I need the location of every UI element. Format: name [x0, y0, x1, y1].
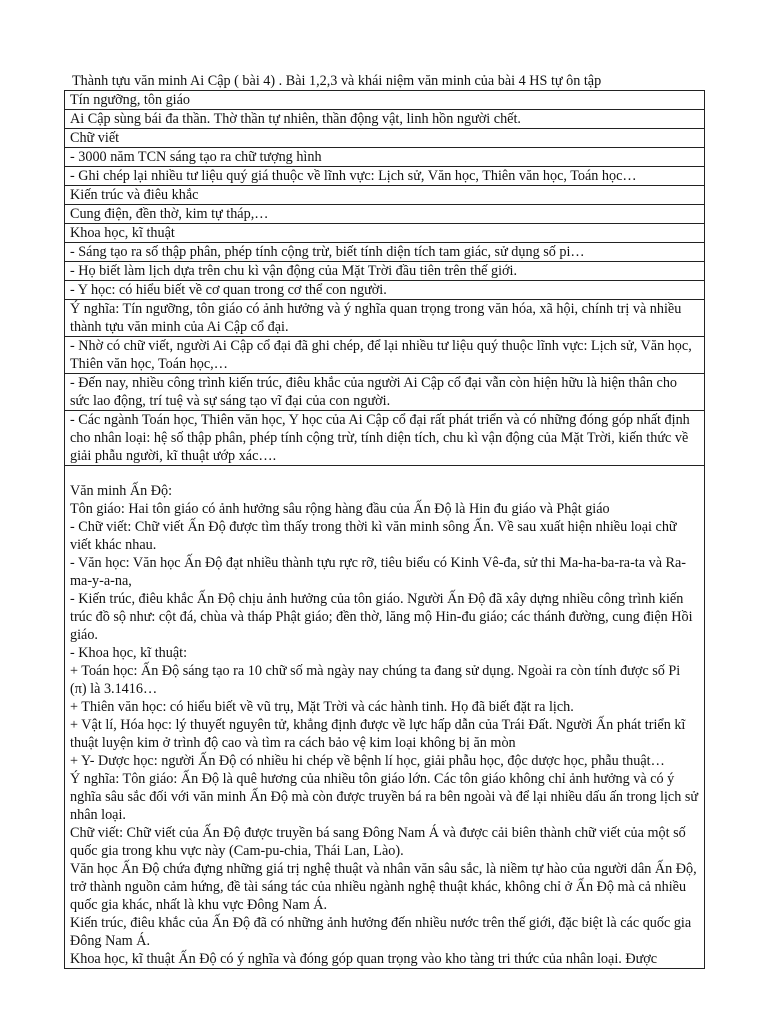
table-cell: - Sáng tạo ra số thập phân, phép tính cộng trừ, biết tính diện tích tam giác, sử dụng số pi…	[65, 243, 705, 262]
table-row	[65, 91, 705, 110]
table-cell: Ai Cập sùng bái đa thần. Thờ thần tự nhiên, thần động vật, linh hồn người chết.	[65, 110, 705, 129]
table-cell: - Đến nay, nhiều công trình kiến trúc, điêu khắc của người Ai Cập cổ đại vẫn còn hiện hữu là hiện thân cho sức lao động, trí tuệ và sự sáng tạo vĩ đại của con người.	[65, 374, 705, 411]
table-cell: Ý nghĩa: Tín ngưỡng, tôn giáo có ảnh hưởng và ý nghĩa quan trọng trong văn hóa, xã hội, chính trị và nhiều thành tựu văn minh của Ai Cập cổ đại.	[65, 300, 705, 337]
table-cell: Khoa học, kĩ thuật	[65, 224, 705, 243]
table-row	[65, 205, 705, 224]
table-row	[65, 281, 705, 300]
table-cell: Tín ngưỡng, tôn giáo	[65, 91, 705, 110]
table-row	[65, 186, 705, 205]
table-cell: Cung điện, đền thờ, kim tự tháp,…	[65, 205, 705, 224]
table-cell: - Các ngành Toán học, Thiên văn học, Y học của Ai Cập cổ đại rất phát triển và có những đóng góp nhất định cho nhân loại: hệ số thập phân, phép tính cộng trừ, tính diện tích, chu kì vận động của Mặt Trời, kiến thức về giải phẫu người, kĩ thuật ướp xác….	[65, 411, 705, 466]
table-row	[65, 148, 705, 167]
india-meaning-writing: Chữ viết: Chữ viết của Ấn Độ được truyền bá sang Đông Nam Á và được cải biên thành chữ viết của một số quốc gia trong khu vực này (Cam-pu-chia, Thái Lan, Lào).	[70, 825, 686, 859]
india-architecture: - Kiến trúc, điêu khắc Ấn Độ chịu ảnh hưởng của tôn giáo. Người Ấn Độ đã xây dựng nhiều công trình kiến trúc đồ sộ như: cột đá, chùa và tháp Phật giáo; đền thờ, lăng mộ Hin-đu giáo; các thánh đường, cung điện Hồi giáo.	[70, 591, 693, 643]
table-row	[65, 262, 705, 281]
table-row	[65, 466, 705, 969]
india-literature: - Văn học: Văn học Ấn Độ đạt nhiều thành tựu rực rỡ, tiêu biểu có Kinh Vê-đa, sử thi Ma-ha-ba-ra-ta và Ra-ma-y-a-na,	[70, 555, 687, 589]
table-cell: - Họ biết làm lịch dựa trên chu kì vận động của Mặt Trời đầu tiên trên thế giới.	[65, 262, 705, 281]
india-meaning-literature: Văn học Ấn Độ chứa đựng những giá trị nghệ thuật và nhân văn sâu sắc, là niềm tự hào của người dân Ấn Độ, trở thành nguồn cảm hứng, đề tài sáng tác của nhiều ngành nghệ thuật khác, không chỉ ở Ấn Độ mà cả nhiều quốc gia khác, nhất là khu vực Đông Nam Á.	[70, 861, 697, 913]
india-meaning-religion: Ý nghĩa: Tôn giáo: Ấn Độ là quê hương của nhiều tôn giáo lớn. Các tôn giáo không chỉ ảnh hưởng và có ý nghĩa sâu sắc đối với văn minh Ấn Độ mà còn được truyền bá ra bên ngoài và để lại nhiều dấu ấn trong lịch sử nhân loại.	[70, 771, 699, 823]
india-meaning-architecture: Kiến trúc, điêu khắc của Ấn Độ đã có những ảnh hưởng đến nhiều nước trên thế giới, đặc biệt là các quốc gia Đông Nam Á.	[70, 915, 692, 949]
india-section-cell	[65, 466, 705, 969]
india-meaning-science: Khoa học, kĩ thuật Ấn Độ có ý nghĩa và đóng góp quan trọng vào kho tàng tri thức của nhân loại. Được	[70, 951, 658, 967]
table-row	[65, 374, 705, 411]
table-row	[65, 337, 705, 374]
table-row	[65, 129, 705, 148]
achievements-table	[64, 90, 705, 969]
india-science-heading: - Khoa học, kĩ thuật:	[70, 645, 188, 661]
india-astronomy: + Thiên văn học: có hiểu biết về vũ trụ, Mặt Trời và các hành tinh. Họ đã biết đặt ra lịch.	[70, 699, 574, 715]
india-physics-chemistry: + Vật lí, Hóa học: lý thuyết nguyên tử, khẳng định được về lực hấp dẫn của Trái Đất. Người Ấn phát triển kĩ thuật luyện kim ở trình độ cao và tìm ra cách bảo vệ kim loại không bị ăn mòn	[70, 717, 686, 751]
india-religion: Tôn giáo: Hai tôn giáo có ảnh hưởng sâu rộng hàng đầu của Ấn Độ là Hin đu giáo và Phật giáo	[70, 501, 610, 517]
table-row	[65, 167, 705, 186]
table-cell: - Nhờ có chữ viết, người Ai Cập cổ đại đã ghi chép, để lại nhiều tư liệu quý thuộc lĩnh vực: Lịch sử, Văn học, Thiên văn học, Toán học,…	[65, 337, 705, 374]
table-row	[65, 243, 705, 262]
india-medicine: + Y- Dược học: người Ấn Độ có nhiều hi chép về bệnh lí học, giải phẫu học, độc dược học, phẫu thuật…	[70, 753, 665, 769]
table-cell: - Y học: có hiểu biết về cơ quan trong cơ thể con người.	[65, 281, 705, 300]
table-cell: Kiến trúc và điêu khắc	[65, 186, 705, 205]
table-row	[65, 300, 705, 337]
india-writing: - Chữ viết: Chữ viết Ấn Độ được tìm thấy trong thời kì văn minh sông Ấn. Về sau xuất hiện nhiều loại chữ viết khác nhau.	[70, 519, 677, 553]
table-row	[65, 411, 705, 466]
india-section-title: Văn minh Ấn Độ:	[70, 483, 173, 499]
table-row	[65, 224, 705, 243]
table-row	[65, 110, 705, 129]
table-cell: - 3000 năm TCN sáng tạo ra chữ tượng hình	[65, 148, 705, 167]
table-cell: Chữ viết	[65, 129, 705, 148]
page-heading: Thành tựu văn minh Ai Cập ( bài 4) . Bài 1,2,3 và khái niệm văn minh của bài 4 HS tự ôn tập	[72, 73, 602, 89]
india-math: + Toán học: Ấn Độ sáng tạo ra 10 chữ số mà ngày nay chúng ta đang sử dụng. Ngoài ra còn tính được số Pi (π) là 3.1416…	[70, 663, 681, 697]
table-cell: - Ghi chép lại nhiều tư liệu quý giá thuộc về lĩnh vực: Lịch sử, Văn học, Thiên văn học, Toán học…	[65, 167, 705, 186]
